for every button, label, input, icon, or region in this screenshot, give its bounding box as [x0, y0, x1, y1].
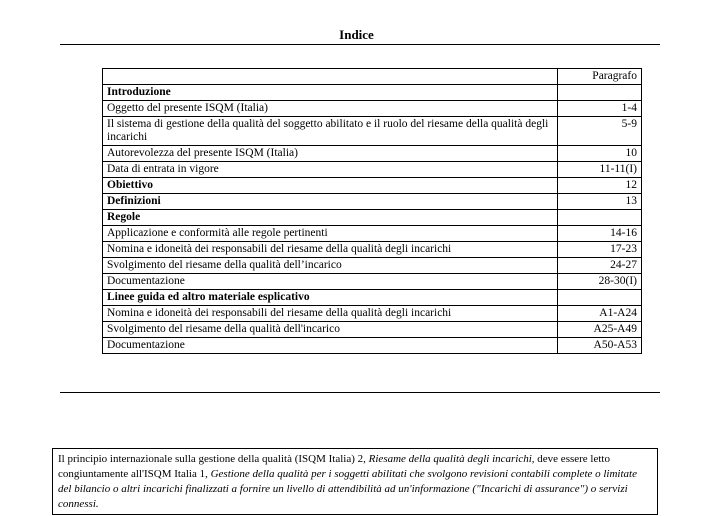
row-label: Documentazione [103, 274, 558, 290]
top-divider [60, 44, 660, 45]
table-header-row [103, 69, 642, 85]
row-paragraph-ref: 12 [558, 178, 642, 194]
row-paragraph-ref: 14-16 [558, 226, 642, 242]
row-paragraph-ref: 5-9 [558, 117, 642, 146]
header-blank-cell [103, 69, 558, 85]
row-label: Regole [103, 210, 558, 226]
section-row [103, 85, 642, 101]
section-row [103, 210, 642, 226]
row-paragraph-ref: A25-A49 [558, 322, 642, 338]
note-title-isqm2: Riesame della qualità degli incarichi, [368, 453, 535, 465]
page-title: Indice [339, 27, 374, 42]
table-row [103, 258, 642, 274]
row-paragraph-ref: 13 [558, 194, 642, 210]
row-paragraph-ref [558, 210, 642, 226]
row-label: Il sistema di gestione della qualità del soggetto abilitato e il ruolo del riesame della qualità degli incarichi [103, 117, 558, 146]
table-row [103, 101, 642, 117]
row-label: Obiettivo [103, 178, 558, 194]
table-row [103, 274, 642, 290]
header-paragrafo: Paragrafo [558, 69, 642, 85]
row-paragraph-ref: 11-11(I) [558, 162, 642, 178]
row-label: Documentazione [103, 338, 558, 354]
row-paragraph-ref: 24-27 [558, 258, 642, 274]
note-text-1: Il principio internazionale sulla gestione della qualità (ISQM Italia) 2, [58, 453, 369, 465]
table-row [103, 162, 642, 178]
section-row [103, 194, 642, 210]
row-label: Introduzione [103, 85, 558, 101]
row-label: Applicazione e conformità alle regole pertinenti [103, 226, 558, 242]
note-box [52, 448, 658, 515]
row-label: Definizioni [103, 194, 558, 210]
row-paragraph-ref: 28-30(I) [558, 274, 642, 290]
row-label: Nomina e idoneità dei responsabili del riesame della qualità degli incarichi [103, 306, 558, 322]
row-label: Nomina e idoneità dei responsabili del riesame della qualità degli incarichi [103, 242, 558, 258]
section-row [103, 178, 642, 194]
row-paragraph-ref: A1-A24 [558, 306, 642, 322]
row-paragraph-ref: A50-A53 [558, 338, 642, 354]
row-label: Linee guida ed altro materiale esplicativo [103, 290, 558, 306]
index-table [102, 68, 642, 354]
row-label: Svolgimento del riesame della qualità dell'incarico [103, 322, 558, 338]
table-row [103, 226, 642, 242]
note-title-isqm1: Gestione della qualità per i soggetti abilitati che svolgono revisioni contabili complete o limitate del bilancio o altri incarichi finalizzati a fornire un livello di attendibilità ad un'informazione ("Incarichi di assurance") o servizi connessi. [58, 468, 637, 510]
bottom-divider [60, 392, 660, 393]
row-paragraph-ref [558, 85, 642, 101]
table-row [103, 338, 642, 354]
section-row [103, 290, 642, 306]
row-label: Oggetto del presente ISQM (Italia) [103, 101, 558, 117]
row-label: Data di entrata in vigore [103, 162, 558, 178]
table-row [103, 306, 642, 322]
row-label: Autorevolezza del presente ISQM (Italia) [103, 146, 558, 162]
table-row [103, 322, 642, 338]
row-paragraph-ref: 10 [558, 146, 642, 162]
row-paragraph-ref: 1-4 [558, 101, 642, 117]
table-row [103, 117, 642, 146]
row-paragraph-ref: 17-23 [558, 242, 642, 258]
row-paragraph-ref [558, 290, 642, 306]
table-row [103, 242, 642, 258]
row-label: Svolgimento del riesame della qualità dell’incarico [103, 258, 558, 274]
table-row [103, 146, 642, 162]
note-text-2: deve essere letto congiuntamente all'ISQM Italia 1, [58, 453, 610, 480]
